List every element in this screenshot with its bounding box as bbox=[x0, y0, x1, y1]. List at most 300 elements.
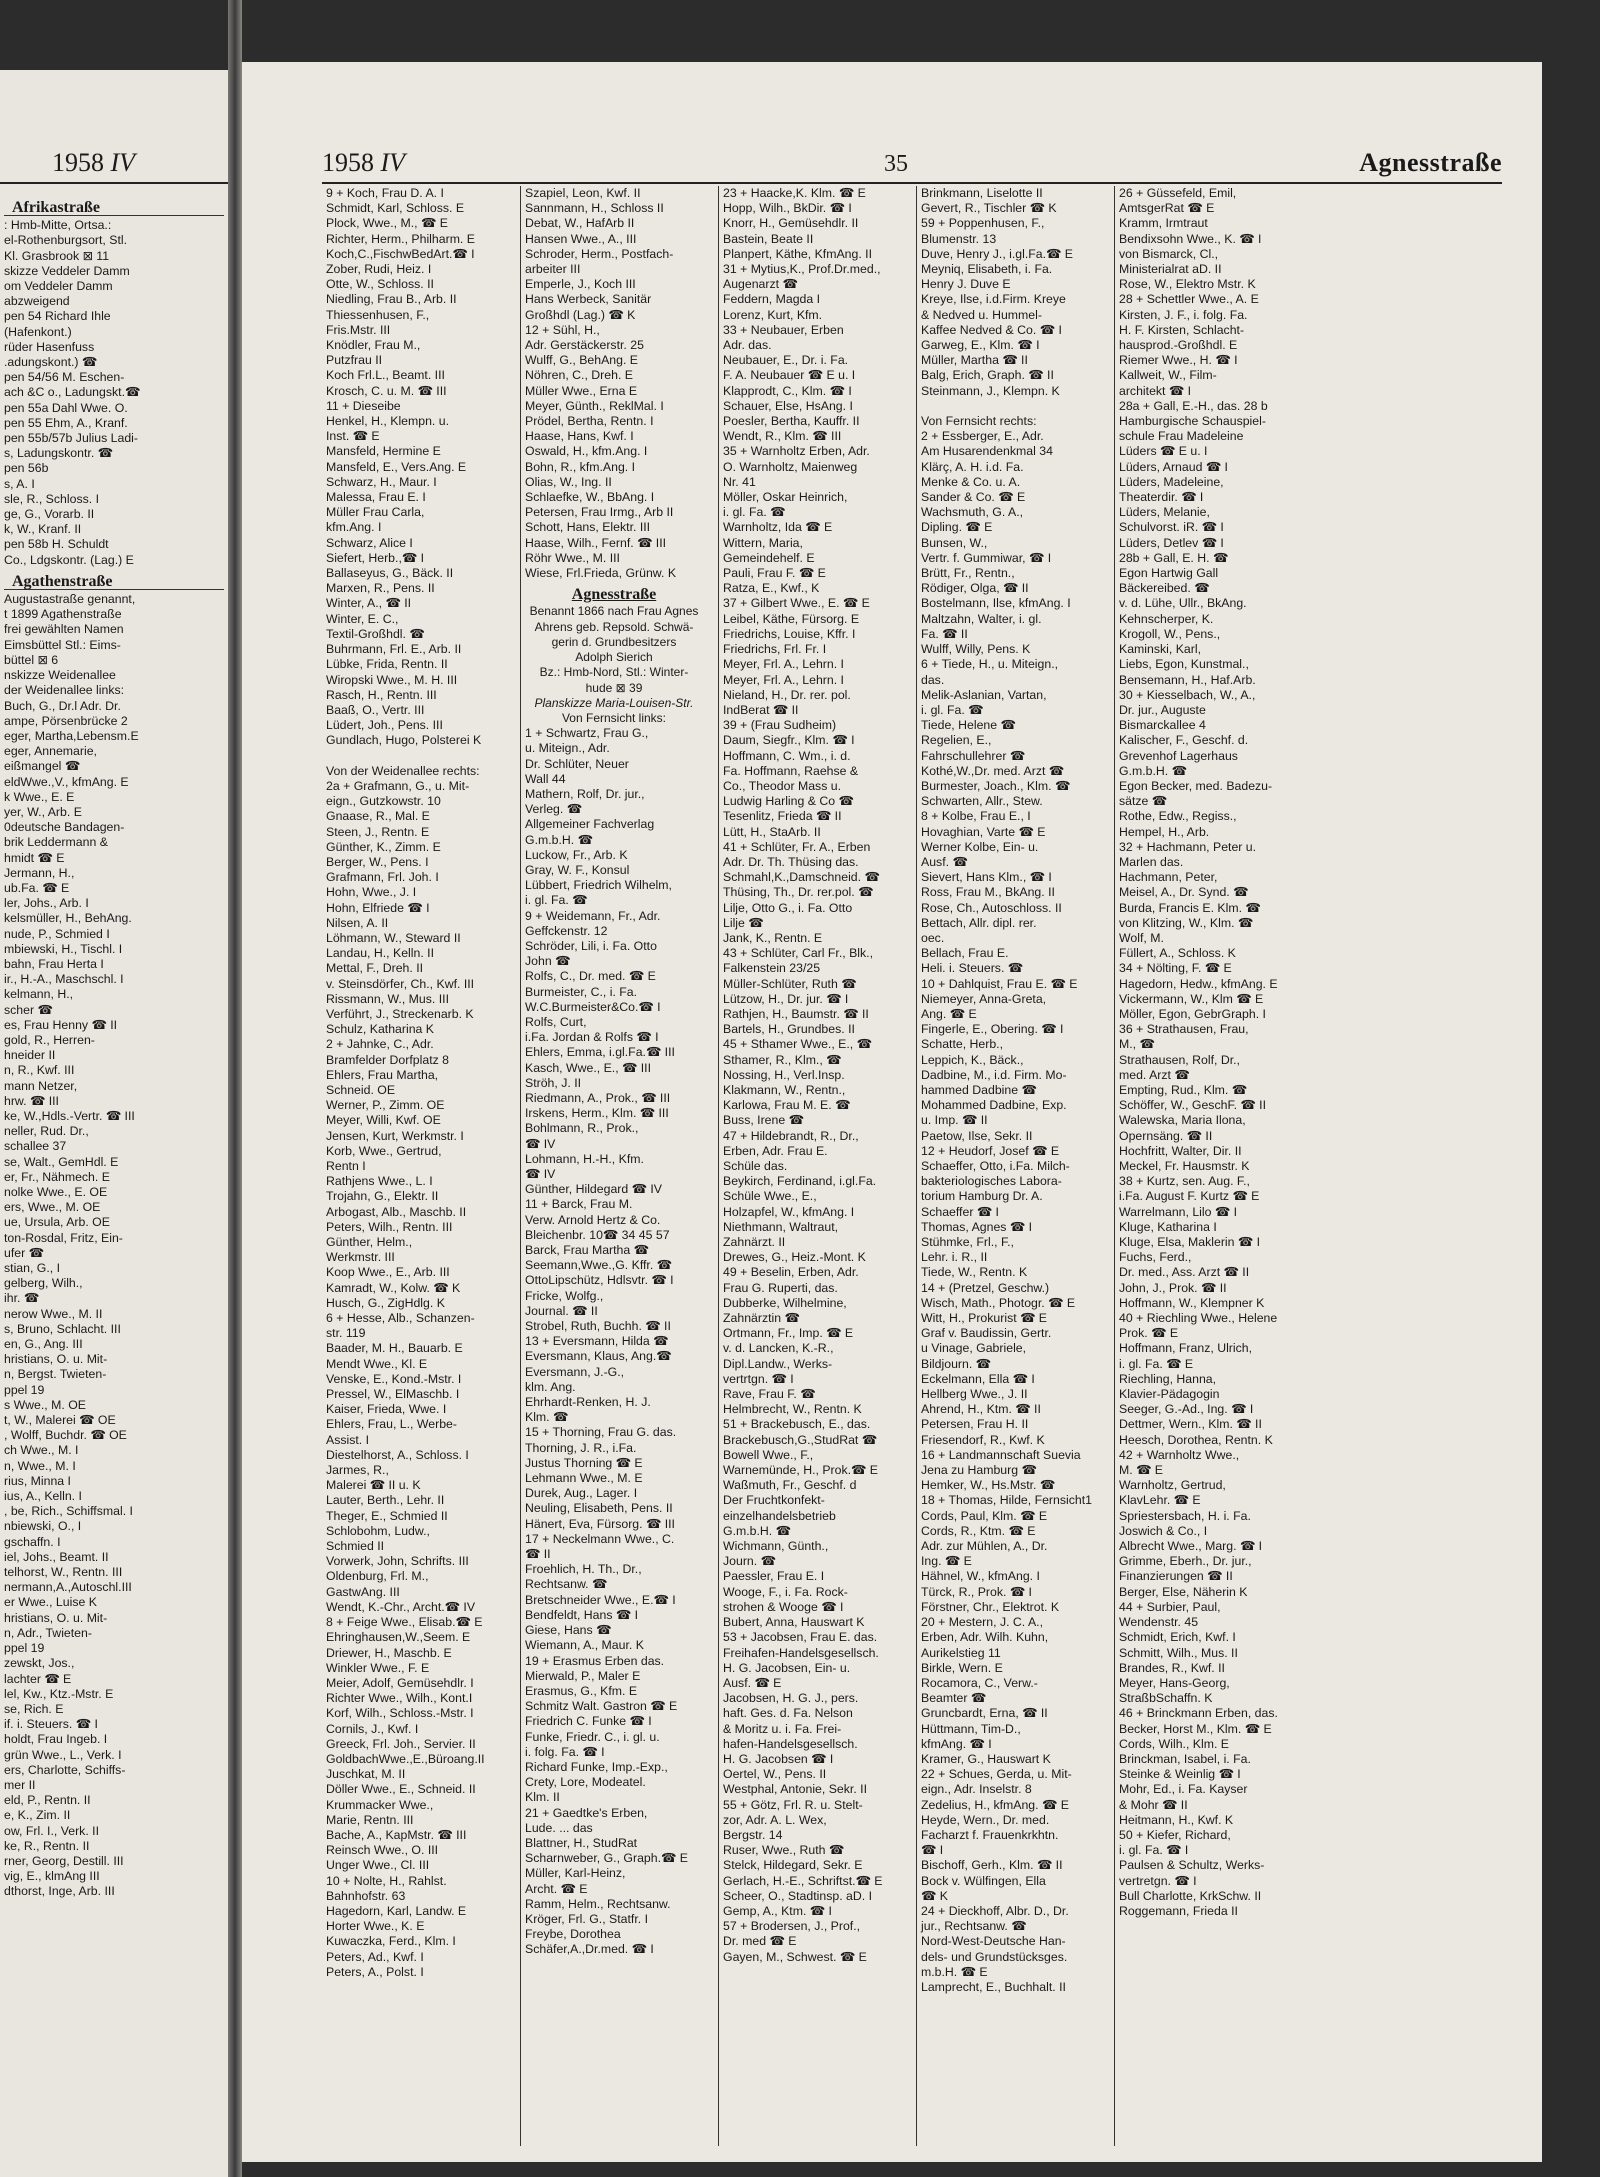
directory-line: 0deutsche Bandagen- bbox=[4, 820, 125, 835]
directory-line: Drewes, G., Heiz.-Mont. K bbox=[723, 1250, 866, 1265]
directory-line: Schatte, Herb., bbox=[921, 1037, 1004, 1052]
directory-line: Duve, Henry J., i.gl.Fa.☎ E bbox=[921, 246, 1073, 261]
directory-line: Wendt, R., Klm. ☎ III bbox=[723, 429, 842, 444]
directory-line: pen 55a Dahl Wwe. O. bbox=[4, 400, 128, 415]
directory-line: Schmidt, Karl, Schloss. E bbox=[326, 201, 465, 216]
directory-line: 23 + Haacke,K. Klm. ☎ E bbox=[723, 186, 866, 200]
directory-line: Rave, Frau F. ☎ bbox=[723, 1387, 816, 1402]
book-gutter bbox=[228, 0, 242, 2177]
directory-line: Der Fruchtkonfekt- bbox=[723, 1493, 825, 1508]
directory-line: Bache, A., KapMstr. ☎ III bbox=[326, 1827, 467, 1842]
directory-line: Albrecht Wwe., Marg. ☎ I bbox=[1119, 1539, 1263, 1554]
directory-line: Kramer, G., Hauswart K bbox=[921, 1751, 1051, 1766]
directory-line: Henkel, H., Klempn. u. bbox=[326, 414, 450, 429]
directory-line: Dettmer, Wern., Klm. ☎ II bbox=[1119, 1417, 1262, 1432]
directory-line: Emperle, J., Koch III bbox=[525, 277, 636, 292]
directory-line: Peters, A., Polst. I bbox=[326, 1964, 424, 1979]
left-column bbox=[4, 194, 224, 2164]
directory-line: H. G. Jacobsen, Ein- u. bbox=[723, 1660, 851, 1675]
directory-line: 24 + Dieckhoff, Albr. D., Dr. bbox=[921, 1903, 1069, 1918]
directory-line: Ortmann, Fr., Imp. ☎ E bbox=[723, 1326, 854, 1341]
directory-line: 9 + Koch, Frau D. A. I bbox=[326, 186, 444, 200]
directory-line: Adr. Dr. Th. Thüsing das. bbox=[723, 854, 859, 869]
directory-line: Rose, Ch., Autoschloss. II bbox=[921, 900, 1062, 915]
directory-line: Ballaseyus, G., Bäck. II bbox=[326, 566, 454, 581]
directory-line: Augenarzt ☎ bbox=[723, 277, 798, 292]
street-note: Adolph Sierich bbox=[575, 650, 653, 665]
directory-line: & Mohr ☎ II bbox=[1119, 1797, 1188, 1812]
directory-line: n, Adr., Twieten- bbox=[4, 1625, 92, 1640]
directory-line: klm. Ang. bbox=[525, 1379, 576, 1394]
directory-line: ler, Johs., Arb. I bbox=[4, 896, 89, 911]
directory-line: Kl. Grasbrook ⊠ 11 bbox=[4, 248, 110, 263]
directory-line: Assist. I bbox=[326, 1432, 370, 1447]
directory-line: Klakmann, W., Rentn., bbox=[723, 1082, 846, 1097]
directory-line: 26 + Güssefeld, Emil, bbox=[1119, 186, 1237, 200]
directory-line: Lohmann, H.-H., Kfm. bbox=[525, 1151, 644, 1166]
directory-line: Pressel, W., ElMaschb. I bbox=[326, 1387, 460, 1402]
directory-line: Stelck, Hildegard, Sekr. E bbox=[723, 1858, 863, 1873]
directory-line: Giese, Hans ☎ bbox=[525, 1623, 612, 1638]
directory-line: Balg, Erich, Graph. ☎ II bbox=[921, 368, 1054, 383]
directory-line: Krosch, C. u. M. ☎ III bbox=[326, 383, 447, 398]
directory-line: Friedrichs, Louise, Kffr. I bbox=[723, 626, 856, 641]
directory-line: Gerlach, H.-E., Schriftst.☎ E bbox=[723, 1873, 883, 1888]
directory-line: skizze Veddeler Damm bbox=[4, 263, 130, 278]
directory-line: 2a + Grafmann, G., u. Mit- bbox=[326, 778, 470, 793]
directory-line: hammed Dadbine ☎ bbox=[921, 1082, 1037, 1097]
directory-line: vig, E., klmAng III bbox=[4, 1869, 100, 1884]
directory-line: Hemker, W., Hs.Mstr. ☎ bbox=[921, 1478, 1056, 1493]
directory-line: u Vinage, Gabriele, bbox=[921, 1341, 1027, 1356]
directory-line: hristians, O. u. Mit- bbox=[4, 1610, 108, 1625]
directory-line: Nr. 41 bbox=[723, 474, 756, 489]
directory-line: Hoffmann, W., Klempner K bbox=[1119, 1295, 1265, 1310]
directory-line: Zahnärzt. II bbox=[723, 1235, 786, 1250]
street-note: gerin d. Grundbesitzers bbox=[551, 634, 677, 649]
directory-line: Venske, E., Kond.-Mstr. I bbox=[326, 1371, 462, 1386]
directory-line: 9 + Weidemann, Fr., Adr. bbox=[525, 908, 661, 923]
directory-line: Warnemünde, H., Prok.☎ E bbox=[723, 1463, 878, 1478]
directory-line: t, W., Malerei ☎ OE bbox=[4, 1413, 116, 1428]
directory-line: Nöhren, C., Dreh. E bbox=[525, 368, 633, 383]
directory-line: Fuchs, Ferd., bbox=[1119, 1250, 1192, 1265]
directory-line: Seemann,Wwe.,G. Kffr. ☎ bbox=[525, 1258, 672, 1273]
directory-line: Kallweit, W., Film- bbox=[1119, 368, 1217, 383]
directory-line: n, Bergst. Twieten- bbox=[4, 1367, 107, 1382]
directory-line: Siefert, Herb.,☎ I bbox=[326, 550, 425, 565]
directory-line: Knorr, H., Gemüsehdlr. II bbox=[723, 216, 859, 231]
directory-line: Menke & Co. u. A. bbox=[921, 474, 1021, 489]
directory-line: Strobel, Ruth, Buchh. ☎ II bbox=[525, 1319, 671, 1334]
directory-line: n, Wwe., M. I bbox=[4, 1458, 76, 1473]
directory-line: GoldbachWwe.,E.,Büroang.II bbox=[326, 1751, 485, 1766]
directory-line: i. folg. Fa. ☎ I bbox=[525, 1744, 605, 1759]
directory-line: nbiewski, O., I bbox=[4, 1519, 82, 1534]
directory-line: Thüsing, Th., Dr. rer.pol. ☎ bbox=[723, 885, 874, 900]
directory-line: se, Walt., GemHdl. E bbox=[4, 1154, 119, 1169]
directory-line: Wiese, Frl.Frieda, Grünw. K bbox=[525, 566, 677, 581]
directory-line: 8 + Feige Wwe., Elisab.☎ E bbox=[326, 1615, 483, 1630]
directory-line: i. gl. Fa. ☎ I bbox=[1119, 1843, 1189, 1858]
directory-line: s Wwe., M. OE bbox=[4, 1397, 86, 1412]
directory-line: Bahnhofstr. 63 bbox=[326, 1888, 406, 1903]
directory-line: G.m.b.H. ☎ bbox=[525, 832, 593, 847]
directory-line: pen 58b H. Schuldt bbox=[4, 537, 109, 552]
directory-line: Ströh, J. II bbox=[525, 1075, 582, 1090]
directory-line: Nilsen, A. II bbox=[326, 915, 389, 930]
directory-line: Rolfs, Curt, bbox=[525, 1014, 587, 1029]
directory-line: 1 + Schwartz, Frau G., bbox=[525, 726, 649, 741]
directory-line: einzelhandelsbetrieb bbox=[723, 1508, 836, 1523]
directory-line: Kluge, Katharina I bbox=[1119, 1219, 1217, 1234]
directory-line: Schlobohm, Ludw., bbox=[326, 1523, 430, 1538]
directory-line: , be, Rich., Schiffsmal. I bbox=[4, 1504, 133, 1519]
directory-line: Tiede, W., Rentn. K bbox=[921, 1265, 1028, 1280]
directory-line: Lützow, H., Dr. jur. ☎ I bbox=[723, 991, 849, 1006]
directory-line: rüder Hasenfuss bbox=[4, 339, 95, 354]
directory-line: i. gl. Fa. ☎ bbox=[921, 702, 984, 717]
directory-line: Garweg, E., Klm. ☎ I bbox=[921, 338, 1040, 353]
directory-line: , Wolff, Buchdr. ☎ OE bbox=[4, 1428, 127, 1443]
directory-line: Lübbert, Friedrich Wilhelm, bbox=[525, 878, 672, 893]
directory-line: ☎ IV bbox=[525, 1136, 556, 1151]
directory-line: v. d. Lühe, Ullr., BkAng. bbox=[1119, 596, 1247, 611]
directory-line: 47 + Hildebrandt, R., Dr., bbox=[723, 1128, 859, 1143]
directory-line: Hempel, H., Arb. bbox=[1119, 824, 1210, 839]
directory-line: Mierwald, P., Maler E bbox=[525, 1668, 641, 1683]
directory-line: 11 + Barck, Frau M. bbox=[525, 1197, 633, 1212]
directory-line: Brandes, R., Kwf. II bbox=[1119, 1660, 1225, 1675]
directory-line: Gundlach, Hugo, Polsterei K bbox=[326, 733, 482, 748]
directory-line: G.m.b.H. ☎ bbox=[1119, 763, 1187, 778]
directory-line bbox=[322, 749, 508, 764]
directory-line: hafen-Handelsgesellsch. bbox=[723, 1736, 858, 1751]
directory-line: Nord-West-Deutsche Han- bbox=[921, 1934, 1066, 1949]
directory-line: Lauter, Berth., Lehr. II bbox=[326, 1493, 445, 1508]
directory-line: Otte, W., Schloss. II bbox=[326, 277, 434, 292]
directory-line: Gevert, R., Tischler ☎ K bbox=[921, 201, 1057, 216]
directory-line: Co., Ldgskontr. (Lag.) E bbox=[4, 552, 134, 567]
column-1 bbox=[322, 186, 508, 2146]
directory-line: Gruncbardt, Erna, ☎ II bbox=[921, 1706, 1048, 1721]
directory-line: 43 + Schlüter, Carl Fr., Blk., bbox=[723, 946, 874, 961]
directory-line: Jensen, Kurt, Werkmstr. I bbox=[326, 1128, 464, 1143]
directory-line: Seeger, G.-Ad., Ing. ☎ I bbox=[1119, 1402, 1254, 1417]
directory-line: scher ☎ bbox=[4, 1002, 53, 1017]
directory-line: Dr. Schlüter, Neuer bbox=[525, 756, 629, 771]
directory-columns bbox=[322, 186, 1502, 2146]
directory-line: Hamburgische Schauspiel- bbox=[1119, 414, 1266, 429]
directory-line: Ramm, Helm., Rechtsanw. bbox=[525, 1896, 671, 1911]
directory-line: Hagedorn, Hedw., kfmAng. E bbox=[1119, 976, 1278, 991]
directory-line: Lüders ☎ E u. I bbox=[1119, 444, 1208, 459]
directory-line: Rödiger, Olga, ☎ II bbox=[921, 581, 1029, 596]
directory-line: Lütt, H., StaArb. II bbox=[723, 824, 821, 839]
directory-line: Kothé,W.,Dr. med. Arzt ☎ bbox=[921, 763, 1065, 778]
directory-line: holdt, Frau Ingeb. I bbox=[4, 1732, 108, 1747]
directory-line: v. d. Lancken, K.-R., bbox=[723, 1341, 834, 1356]
right-page bbox=[242, 62, 1542, 2162]
directory-line: Berger, W., Pens. I bbox=[326, 854, 429, 869]
directory-line: Spriestersbach, H. i. Fa. bbox=[1119, 1508, 1251, 1523]
directory-line: Müller Frau Carla, bbox=[326, 505, 425, 520]
directory-line: 20 + Mestern, J. C. A., bbox=[921, 1615, 1043, 1630]
directory-line: Heli. i. Steuers. ☎ bbox=[921, 961, 1024, 976]
directory-line: i.Fa. Jordan & Rolfs ☎ I bbox=[525, 1030, 659, 1045]
directory-line: Prok. ☎ E bbox=[1119, 1326, 1179, 1341]
directory-line: Inst. ☎ E bbox=[326, 429, 380, 444]
directory-line: Ehlers, Frau Martha, bbox=[326, 1067, 439, 1082]
directory-line: Gayen, M., Schwest. ☎ E bbox=[723, 1949, 867, 1964]
directory-line: Meyniq, Elisabeth, i. Fa. bbox=[921, 262, 1053, 277]
directory-line: 53 + Jacobsen, Frau E. das. bbox=[723, 1630, 878, 1645]
directory-line: Rentn I bbox=[326, 1159, 366, 1173]
directory-line: Korf, Wilh., Schloss.-Mstr. I bbox=[326, 1706, 474, 1721]
directory-line: Hellberg Wwe., J. II bbox=[921, 1387, 1028, 1402]
directory-line: om Veddeler Damm bbox=[4, 279, 113, 294]
left-running-head bbox=[0, 132, 228, 184]
directory-line: 10 + Dahlquist, Frau E. ☎ E bbox=[921, 976, 1078, 991]
directory-line: Durek, Aug., Lager. I bbox=[525, 1486, 638, 1501]
directory-line: hristians, O. u. Mit- bbox=[4, 1352, 108, 1367]
directory-line: nermann,A.,Autoschl.III bbox=[4, 1580, 132, 1595]
directory-line: Bäckereibed. ☎ bbox=[1119, 581, 1210, 596]
directory-line: Lüders, Detlev ☎ I bbox=[1119, 535, 1224, 550]
directory-line: Paetow, Ilse, Sekr. II bbox=[921, 1128, 1033, 1143]
directory-line: Ratza, E., Kwf., K bbox=[723, 581, 820, 596]
directory-line: Schott, Hans, Elektr. III bbox=[525, 520, 651, 535]
directory-line: schallee 37 bbox=[4, 1139, 67, 1154]
directory-line: 42 + Warnholtz Wwe., bbox=[1119, 1447, 1240, 1462]
directory-line: Husch, G., ZigHdlg. K bbox=[326, 1295, 445, 1310]
directory-line: 59 + Poppenhusen, F., bbox=[921, 216, 1045, 231]
directory-line: Witt, H., Prokurist ☎ E bbox=[921, 1311, 1048, 1326]
directory-line: Greeck, Frl. Joh., Servier. II bbox=[326, 1736, 476, 1751]
directory-line: Lüdert, Joh., Pens. III bbox=[326, 718, 443, 733]
directory-line: Werkmstr. III bbox=[326, 1250, 395, 1265]
directory-line: Mohammed Dadbine, Exp. bbox=[921, 1098, 1067, 1113]
directory-line: das. bbox=[921, 672, 945, 687]
directory-line: Poesler, Bertha, Kauffr. II bbox=[723, 414, 860, 429]
directory-line: Winter, E. C., bbox=[326, 611, 399, 626]
directory-line: Vertr. f. Gummiwar, ☎ I bbox=[921, 550, 1052, 565]
directory-line: Von Fernsicht rechts: bbox=[921, 414, 1037, 429]
directory-line: Dipling. ☎ E bbox=[921, 520, 993, 535]
directory-line: Schäfer,A.,Dr.med. ☎ I bbox=[525, 1942, 654, 1957]
directory-line: i. gl. Fa. ☎ bbox=[723, 505, 786, 520]
street-heading: Agathenstraße bbox=[4, 574, 224, 590]
directory-line: Marxen, R., Pens. II bbox=[326, 581, 435, 596]
directory-line: Egon Becker, med. Badezu- bbox=[1119, 778, 1273, 793]
directory-line: Ross, Frau M., BkAng. II bbox=[921, 885, 1055, 900]
directory-line: Henry J. Duve E bbox=[921, 277, 1011, 292]
directory-line: Günther, Hildegard ☎ IV bbox=[525, 1182, 662, 1197]
directory-line: 17 + Neckelmann Wwe., C. bbox=[525, 1531, 675, 1546]
directory-line: Günther, K., Zimm. E bbox=[326, 839, 441, 854]
directory-line: Facharzt f. Frauenkrkhtn. bbox=[921, 1827, 1059, 1842]
directory-line: eign., Gutzkowstr. 10 bbox=[326, 794, 441, 809]
directory-line: Von der Weidenallee rechts: bbox=[326, 763, 480, 778]
directory-line: es, Frau Henny ☎ II bbox=[4, 1017, 118, 1032]
directory-line: k, W., Kranf. II bbox=[4, 522, 82, 537]
side-subheading: Von Fernsicht links: bbox=[561, 710, 667, 725]
directory-line: Blattner, H., StudRat bbox=[525, 1835, 638, 1850]
directory-line: Malerei ☎ II u. K bbox=[326, 1478, 421, 1493]
directory-line: 11 + Dieseibe bbox=[326, 398, 401, 413]
directory-line: Schulvorst. iR. ☎ I bbox=[1119, 520, 1224, 535]
directory-line: Schmidt, Erich, Kwf. I bbox=[1119, 1630, 1236, 1645]
directory-line: sle, R., Schloss. I bbox=[4, 491, 99, 506]
directory-line: H. G. Jacobsen ☎ I bbox=[723, 1751, 834, 1766]
directory-line: 31 + Mytius,K., Prof.Dr.med., bbox=[723, 262, 881, 277]
directory-line: frei gewählten Namen bbox=[4, 622, 124, 637]
directory-line: ch Wwe., M. I bbox=[4, 1443, 79, 1458]
directory-line: der Weidenallee links: bbox=[4, 683, 125, 698]
directory-line: O. Warnholtz, Maienweg bbox=[723, 459, 858, 474]
directory-line: i. gl. Fa. ☎ E bbox=[1119, 1356, 1194, 1371]
directory-line: Freybe, Dorothea bbox=[525, 1927, 621, 1942]
directory-line: 32 + Hachmann, Peter u. bbox=[1119, 839, 1257, 854]
directory-line: Friesendorf, R., Kwf. K bbox=[921, 1432, 1045, 1447]
directory-line: Meyer, Günth., ReklMal. I bbox=[525, 398, 664, 413]
directory-line: Wulff, G., BehAng. E bbox=[525, 353, 639, 368]
directory-line: Maltzahn, Walter, i. gl. bbox=[921, 611, 1042, 626]
directory-line: ius, A., Kelln. I bbox=[4, 1489, 82, 1504]
directory-line: Rose, W., Elektro Mstr. K bbox=[1119, 277, 1256, 292]
directory-line: pen 55b/57b Julius Ladi- bbox=[4, 431, 138, 446]
directory-line: Helmbrecht, W., Rentn. K bbox=[723, 1402, 862, 1417]
directory-line: hneider II bbox=[4, 1048, 56, 1063]
directory-line: Becker, Horst M., Klm. ☎ E bbox=[1119, 1721, 1272, 1736]
directory-line: Oldenburg, Frl. M., bbox=[326, 1569, 429, 1584]
directory-line: Schmitz Walt. Gastron ☎ E bbox=[525, 1699, 678, 1714]
directory-line: Baader, M. H., Bauarb. E bbox=[326, 1341, 463, 1356]
directory-line: strohen & Wooge ☎ I bbox=[723, 1599, 844, 1614]
directory-line: Hopp, Wilh., BkDir. ☎ I bbox=[723, 201, 852, 216]
directory-line: KlavLehr. ☎ E bbox=[1119, 1493, 1201, 1508]
directory-line: Meyer, Willi, Kwf. OE bbox=[326, 1113, 441, 1128]
directory-line: pen 54/56 M. Eschen- bbox=[4, 370, 125, 385]
directory-line: GastwAng. III bbox=[326, 1584, 400, 1599]
directory-line: Ludwig Harling & Co ☎ bbox=[723, 794, 854, 809]
directory-line: Feddern, Magda I bbox=[723, 292, 821, 307]
directory-line: Löhmann, W., Steward II bbox=[326, 930, 461, 945]
directory-line: Möller, Oskar Heinrich, bbox=[723, 490, 848, 505]
directory-line: eld, P., Rentn. II bbox=[4, 1793, 91, 1808]
directory-line: zor, Adr. A. L. Wex, bbox=[723, 1812, 827, 1827]
street-note: Bz.: Hmb-Nord, Stl.: Winter- bbox=[539, 665, 689, 680]
directory-line: Jena zu Hamburg ☎ bbox=[921, 1463, 1037, 1478]
directory-line: Mettal, F., Dreh. II bbox=[326, 961, 424, 976]
directory-line: Lamprecht, E., Buchhalt. II bbox=[921, 1979, 1066, 1994]
directory-line: 21 + Gaedtke's Erben, bbox=[525, 1805, 648, 1820]
directory-line: Planpert, Käthe, KfmAng. II bbox=[723, 246, 873, 261]
directory-line: Brinkmann, Liselotte II bbox=[921, 186, 1043, 200]
directory-line: Koch,C.,FischwBedArt.☎ I bbox=[326, 246, 475, 261]
directory-line: Bretschneider Wwe., E.☎ I bbox=[525, 1592, 676, 1607]
directory-line: Schwarz, H., Maur. I bbox=[326, 474, 437, 489]
directory-line: Riechling, Hanna, bbox=[1119, 1371, 1217, 1386]
directory-line: Schulz, Katharina K bbox=[326, 1022, 435, 1037]
directory-line: Oswald, H., kfm.Ang. I bbox=[525, 444, 648, 459]
directory-line: Schmied II bbox=[326, 1539, 385, 1554]
directory-line: Empting, Rud., Klm. ☎ bbox=[1119, 1082, 1248, 1097]
directory-line: ir., H.-A., Maschschl. I bbox=[4, 972, 124, 987]
directory-line: Gemeindehelf. E bbox=[723, 550, 815, 565]
directory-line: Baaß, O., Vertr. III bbox=[326, 702, 425, 717]
directory-line: Opernsäng. ☎ II bbox=[1119, 1128, 1213, 1143]
directory-line: oec. bbox=[921, 930, 945, 945]
directory-line: Vickermann, W., Klm ☎ E bbox=[1119, 991, 1264, 1006]
directory-line: Sthamer, R., Klm., ☎ bbox=[723, 1052, 842, 1067]
directory-line: Textil-Großhdl. ☎ bbox=[326, 626, 425, 641]
directory-line: Koch Frl.L., Beamt. III bbox=[326, 368, 445, 383]
directory-line: Paulsen & Schultz, Werks- bbox=[1119, 1858, 1265, 1873]
directory-line: Bergstr. 14 bbox=[723, 1827, 783, 1842]
directory-line: Oertel, W., Pens. II bbox=[723, 1767, 827, 1782]
directory-line: Müller Wwe., Erna E bbox=[525, 383, 638, 398]
directory-line: ampe, Pörsenbrücke 2 bbox=[4, 713, 128, 728]
column-4 bbox=[916, 186, 1103, 2146]
directory-line: 18 + Thomas, Hilde, Fernsicht1 bbox=[921, 1493, 1092, 1508]
directory-line: Pauli, Frau F. ☎ E bbox=[723, 566, 826, 581]
directory-line: Regelien, E., bbox=[921, 733, 992, 748]
directory-line: 8 + Kolbe, Frau E., I bbox=[921, 809, 1031, 824]
directory-line: Ministerialrat aD. II bbox=[1119, 262, 1222, 277]
directory-line: lachter ☎ E bbox=[4, 1671, 72, 1686]
directory-line: Karlowa, Frau M. E. ☎ bbox=[723, 1098, 851, 1113]
header-year: 1958 IV bbox=[322, 148, 406, 177]
directory-line: Driewer, H., Maschb. E bbox=[326, 1645, 452, 1660]
directory-line: eldWwe.,V., kfmAng. E bbox=[4, 774, 129, 789]
directory-line: Schüle das. bbox=[723, 1159, 788, 1173]
directory-line: Rasch, H., Rentn. III bbox=[326, 687, 437, 702]
directory-line: 40 + Riechling Wwe., Helene bbox=[1119, 1311, 1278, 1326]
directory-line: Niemeyer, Anna-Greta, bbox=[921, 991, 1047, 1006]
directory-line: Bildjourn. ☎ bbox=[921, 1356, 991, 1371]
directory-line: Nieland, H., Dr. rer. pol. bbox=[723, 687, 851, 702]
directory-line: ue, Ursula, Arb. OE bbox=[4, 1215, 110, 1230]
directory-line: Mendt Wwe., Kl. E bbox=[326, 1356, 428, 1371]
directory-line: Friedrich C. Funke ☎ I bbox=[525, 1714, 652, 1729]
directory-line: Bohlmann, R., Prok., bbox=[525, 1121, 639, 1136]
directory-line: Eckelmann, Ella ☎ I bbox=[921, 1371, 1035, 1386]
directory-line: Wisch, Math., Photogr. ☎ E bbox=[921, 1295, 1076, 1310]
directory-line: Cords, R., Ktm. ☎ E bbox=[921, 1523, 1036, 1538]
directory-line: Fa. ☎ II bbox=[921, 626, 968, 641]
directory-line: Vorwerk, John, Schrifts. III bbox=[326, 1554, 469, 1569]
directory-line: Förstner, Chr., Elektrot. K bbox=[921, 1599, 1060, 1614]
directory-line: Neuling, Elisabeth, Pens. II bbox=[525, 1501, 673, 1516]
page-number: 35 bbox=[884, 151, 908, 177]
directory-line: Horter Wwe., K. E bbox=[326, 1919, 425, 1934]
directory-line: Schlaefke, W., BbAng. I bbox=[525, 490, 655, 505]
directory-line: Crety, Lore, Modeatel. bbox=[525, 1775, 646, 1790]
directory-line: Gray, W. F., Konsul bbox=[525, 862, 630, 877]
directory-line: Meisel, A., Dr. Synd. ☎ bbox=[1119, 885, 1249, 900]
directory-line: 30 + Kiesselbach, W., A., bbox=[1119, 687, 1256, 702]
directory-line: & Moritz u. i. Fa. Frei- bbox=[723, 1721, 842, 1736]
directory-line: ☎ K bbox=[921, 1888, 948, 1903]
directory-line: Großhdl (Lag.) ☎ K bbox=[525, 307, 636, 322]
directory-line: Berger, Else, Näherin K bbox=[1119, 1584, 1248, 1599]
directory-line: Irskens, Herm., Klm. ☎ III bbox=[525, 1106, 669, 1121]
directory-line: Unger Wwe., Cl. III bbox=[326, 1858, 430, 1873]
directory-line: Lude. ... das bbox=[525, 1820, 593, 1835]
directory-line: Burmeister, C., i. Fa. bbox=[525, 984, 638, 999]
directory-line: Hochfritt, Walter, Dir. II bbox=[1119, 1143, 1242, 1158]
